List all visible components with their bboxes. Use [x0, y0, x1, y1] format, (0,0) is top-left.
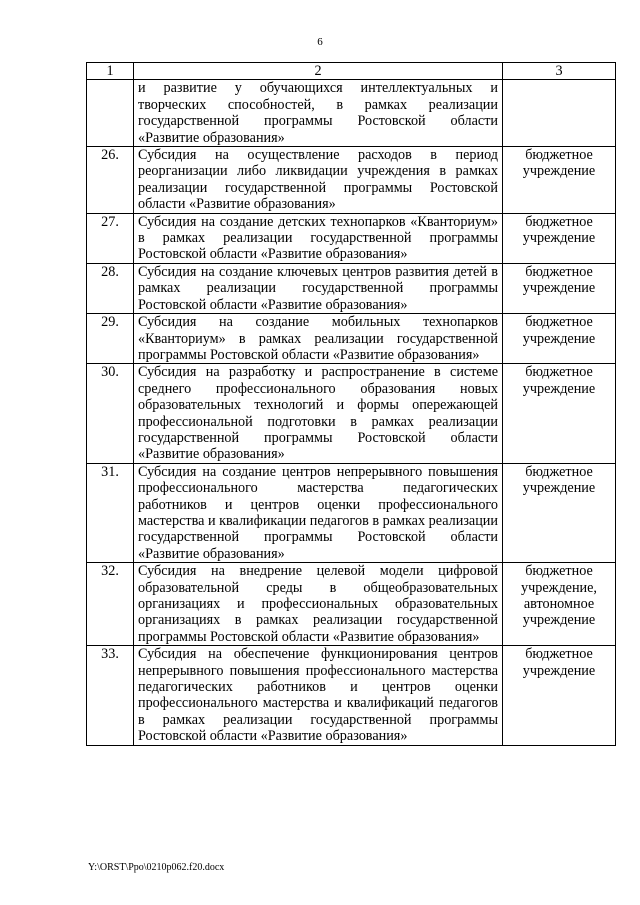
row-number: 26.	[87, 147, 134, 214]
row-institution-type: бюджетное учреждение	[503, 213, 616, 263]
row-number: 30.	[87, 364, 134, 463]
table-row	[87, 563, 616, 646]
row-description: Субсидия на разработку и распространение в системе среднего профессионального образования новых образовательных технологий и формы опережающей профессиональной подготовки в рамках реализации государственной программы Ростовской области «Развитие образования»	[134, 364, 503, 463]
table-row	[87, 463, 616, 562]
row-number	[87, 80, 134, 147]
row-institution-type: бюджетное учреждение	[503, 314, 616, 364]
row-description: Субсидия на создание центров непрерывного повышения профессионального мастерства педагогических работников и центров оценки профессионального мастерства и квалификации педагогов в рамках реализации государственной программы Ростовской области «Развитие образования»	[134, 463, 503, 562]
table-row	[87, 147, 616, 214]
row-institution-type: бюджетное учреждение	[503, 463, 616, 562]
row-institution-type: бюджетное учреждение	[503, 147, 616, 214]
row-institution-type: бюджетное учреждение	[503, 263, 616, 313]
table-row	[87, 364, 616, 463]
row-number: 28.	[87, 263, 134, 313]
row-description: Субсидия на создание ключевых центров развития детей в рамках реализации государственной программы Ростовской области «Развитие образования»	[134, 263, 503, 313]
row-description: Субсидия на создание детских технопарков «Кванториум» в рамках реализации государственной программы Ростовской области «Развитие образования»	[134, 213, 503, 263]
table-row	[87, 646, 616, 745]
page-number: 6	[317, 36, 323, 48]
row-number: 29.	[87, 314, 134, 364]
row-description: и развитие у обучающихся интеллектуальных и творческих способностей, в рамках реализации государственной программы Ростовской области «Развитие образования»	[134, 80, 503, 147]
row-number: 32.	[87, 563, 134, 646]
row-institution-type: бюджетное учреждение	[503, 364, 616, 463]
table-row	[87, 263, 616, 313]
row-institution-type	[503, 80, 616, 147]
row-description: Субсидия на создание мобильных технопарков «Кванториум» в рамках реализации государственной программы Ростовской области «Развитие образования»	[134, 314, 503, 364]
header-col-3: 3	[503, 63, 616, 80]
row-institution-type: бюджетное учреждение, автономное учреждение	[503, 563, 616, 646]
table-row	[87, 213, 616, 263]
header-col-1: 1	[87, 63, 134, 80]
table-row	[87, 314, 616, 364]
table-row	[87, 80, 616, 147]
table-header-row	[87, 63, 616, 80]
footer-file-path: Y:\ORST\Ppo\0210p062.f20.docx	[88, 862, 225, 873]
row-number: 33.	[87, 646, 134, 745]
row-description: Субсидия на обеспечение функционирования центров непрерывного повышения профессионального мастерства педагогических работников и центров оценки профессионального мастерства и квалификаций педагогов в рамках реализации государственной программы Ростовской области «Развитие образования»	[134, 646, 503, 745]
row-description: Субсидия на осуществление расходов в период реорганизации либо ликвидации учреждения в рамках реализации государственной программы Ростовской области «Развитие образования»	[134, 147, 503, 214]
row-number: 31.	[87, 463, 134, 562]
row-number: 27.	[87, 213, 134, 263]
subsidy-table	[86, 62, 616, 746]
row-institution-type: бюджетное учреждение	[503, 646, 616, 745]
row-description: Субсидия на внедрение целевой модели цифровой образовательной среды в общеобразовательных организациях и профессиональных образовательных организациях в рамках реализации государственной программы Ростовской области «Развитие образования»	[134, 563, 503, 646]
header-col-2: 2	[134, 63, 503, 80]
